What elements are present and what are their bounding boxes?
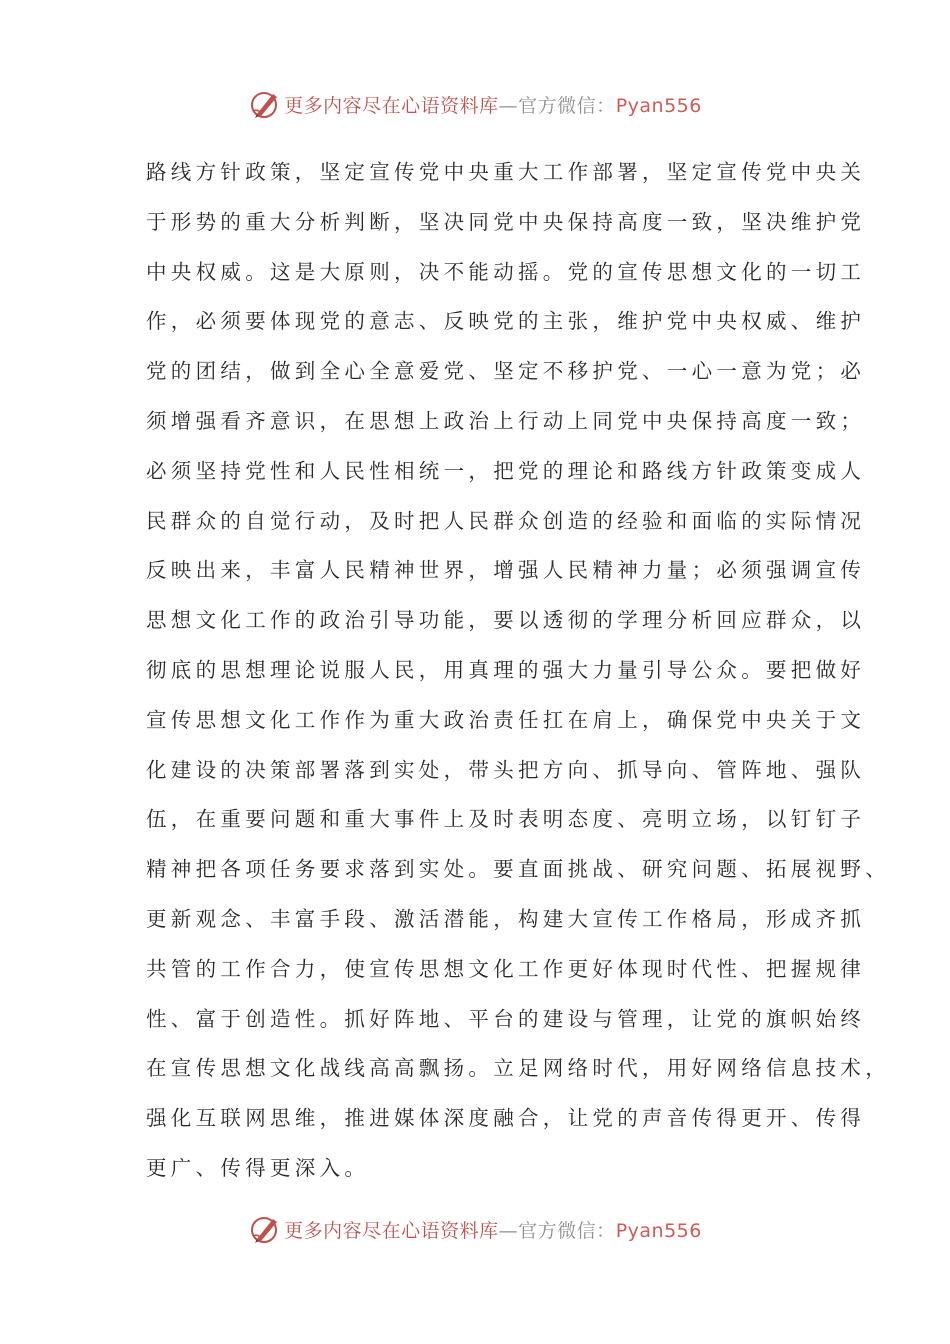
text-line: 须增强看齐意识，在思想上政治上行动上同党中央保持高度一致； [146,408,866,433]
header-banner-text [284,91,702,118]
pen-circle-logo-icon [248,87,282,121]
text-line: 思想文化工作的政治引导功能，要以透彻的学理分析回应群众，以 [146,608,866,633]
text-line: 作，必须要体现党的意志、反映党的主张，维护党中央权威、维护 [146,309,866,334]
header-official-text: —官方微信： [498,94,616,117]
text-line: 在宣传思想文化战线高高飘扬。立足网络时代，用好网络信息技术， [146,1056,890,1081]
footer-banner-text [284,1216,702,1243]
text-line: 更新观念、丰富手段、激活潜能，构建大宣传工作格局，形成齐抓 [146,906,866,931]
footer-banner [0,1209,950,1249]
header-banner [0,84,950,124]
text-line: 必须坚持党性和人民性相统一，把党的理论和路线方针政策变成人 [146,458,866,483]
header-wechat-id: Pyan556 [615,94,702,117]
text-line: 彻底的思想理论说服人民，用真理的强大力量引导公众。要把做好 [146,657,866,682]
footer-wechat-id: Pyan556 [615,1219,702,1242]
text-line: 党的团结，做到全心全意爱党、坚定不移护党、一心一意为党；必 [146,359,866,384]
body-paragraph [146,148,890,1194]
text-line: 于形势的重大分析判断，坚决同党中央保持高度一致，坚决维护党 [146,209,866,234]
footer-official-text: —官方微信： [498,1219,616,1242]
text-line: 精神把各项任务要求落到实处。要直面挑战、研究问题、拓展视野、 [146,857,890,882]
text-line: 反映出来，丰富人民精神世界，增强人民精神力量；必须强调宣传 [146,558,866,583]
pen-circle-logo-icon [248,1212,282,1246]
text-line: 强化互联网思维，推进媒体深度融合，让党的声音传得更开、传得 [146,1106,866,1131]
text-line: 更广、传得更深入。 [146,1155,370,1180]
footer-brand-text: 更多内容尽在心语资料库 [284,1219,499,1242]
text-line: 伍，在重要问题和重大事件上及时表明态度、亮明立场，以钉钉子 [146,807,866,832]
text-line: 共管的工作合力，使宣传思想文化工作更好体现时代性、把握规律 [146,956,866,981]
header-brand-text: 更多内容尽在心语资料库 [284,94,499,117]
text-line: 路线方针政策，坚定宣传党中央重大工作部署，坚定宣传党中央关 [146,160,866,184]
text-line: 化建设的决策部署落到实处，带头把方向、抓导向、管阵地、强队 [146,757,866,782]
text-line: 中央权威。这是大原则，决不能动摇。党的宣传思想文化的一切工 [146,259,866,284]
text-line: 民群众的自觉行动，及时把人民群众创造的经验和面临的实际情况 [146,508,866,533]
text-line: 宣传思想文化工作作为重大政治责任扛在肩上，确保党中央关于文 [146,707,866,732]
text-line: 性、富于创造性。抓好阵地、平台的建设与管理，让党的旗帜始终 [146,1006,866,1031]
